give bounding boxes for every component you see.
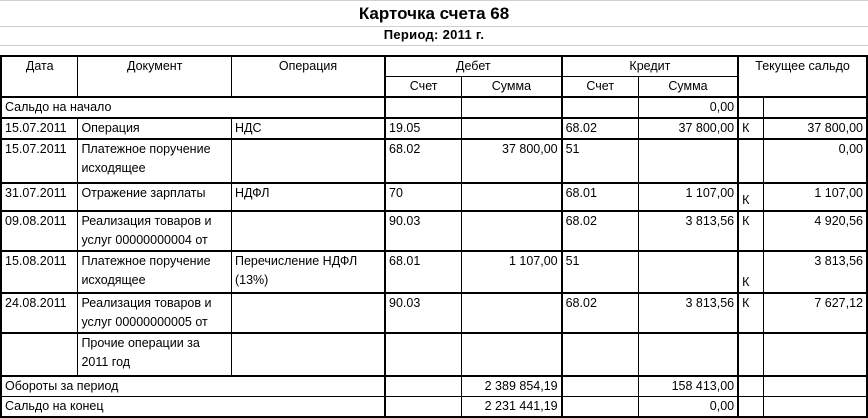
col-header-balance: Текущее сальдо: [738, 56, 867, 97]
cell-debit-account: 68.01: [385, 251, 462, 293]
cell-dk: К: [738, 211, 763, 251]
cell-document: Платежное поручение исходящее: [78, 139, 232, 183]
sheet-gridline: [0, 0, 868, 1]
col-header-debit: Дебет: [385, 56, 562, 77]
cell-credit-account: 68.02: [562, 211, 639, 251]
cell-credit-sum: 1 107,00: [638, 183, 738, 211]
closing-balance-label: Сальдо на конец: [1, 397, 385, 418]
cell-balance: 4 920,56: [763, 211, 867, 251]
col-header-debit-account: Счет: [385, 77, 462, 98]
cell-dk: [738, 139, 763, 183]
cell-date: 15.07.2011: [1, 118, 78, 139]
cell-credit-sum: 3 813,56: [638, 293, 738, 333]
closing-credit-sum: 0,00: [638, 397, 738, 418]
cell-document: Операция: [78, 118, 232, 139]
cell-document: Отражение зарплаты: [78, 183, 232, 211]
cell-balance: 1 107,00: [763, 183, 867, 211]
table-row: [1, 333, 867, 376]
cell-dk: [738, 333, 763, 376]
cell-operation: [231, 139, 385, 183]
cell-credit-account: 68.01: [562, 183, 639, 211]
cell-debit-sum: [462, 293, 562, 333]
cell-date: 15.08.2011: [1, 251, 78, 293]
cell-operation: [231, 293, 385, 333]
report-period: Период: 2011 г.: [383, 27, 485, 42]
cell-debit-sum: [462, 118, 562, 139]
opening-credit-sum: 0,00: [638, 97, 738, 118]
cell-dk: К: [738, 183, 763, 211]
cell-balance: 0,00: [763, 139, 867, 183]
cell-operation: Перечисление НДФЛ (13%): [231, 251, 385, 293]
opening-balance-row: [1, 97, 867, 118]
turnover-credit-sum: 158 413,00: [638, 376, 738, 397]
table-row: [1, 139, 867, 183]
closing-debit-sum: 2 231 441,19: [462, 397, 562, 418]
cell-debit-account: [385, 333, 462, 376]
col-header-document: Документ: [78, 56, 232, 97]
cell-date: 15.07.2011: [1, 139, 78, 183]
cell-credit-account: 68.02: [562, 118, 639, 139]
cell-operation: [231, 333, 385, 376]
cell-document: Реализация товаров и услуг 00000000005 от: [78, 293, 232, 333]
cell-dk: К: [738, 251, 763, 293]
table-row: [1, 118, 867, 139]
table-row: [1, 293, 867, 333]
account-card-table: [0, 55, 868, 418]
cell-balance: 3 813,56: [763, 251, 867, 293]
cell-debit-account: 90.03: [385, 293, 462, 333]
col-header-credit: Кредит: [562, 56, 739, 77]
cell-credit-sum: 3 813,56: [638, 211, 738, 251]
cell-document: Прочие операции за 2011 год: [78, 333, 232, 376]
cell-debit-account: 19.05: [385, 118, 462, 139]
cell-debit-sum: [462, 183, 562, 211]
cell-credit-sum: [638, 333, 738, 376]
cell-debit-sum: 1 107,00: [462, 251, 562, 293]
header-row: [1, 56, 867, 77]
table-row: [1, 183, 867, 211]
cell-date: 24.08.2011: [1, 293, 78, 333]
col-header-date: Дата: [1, 56, 78, 97]
cell-operation: НДС: [231, 118, 385, 139]
turnover-debit-sum: 2 389 854,19: [462, 376, 562, 397]
cell-balance: [763, 333, 867, 376]
cell-debit-account: 70: [385, 183, 462, 211]
cell-credit-sum: [638, 251, 738, 293]
closing-balance-row: [1, 397, 867, 418]
turnover-label: Обороты за период: [1, 376, 385, 397]
cell-debit-account: 68.02: [385, 139, 462, 183]
cell-document: Реализация товаров и услуг 00000000004 от: [78, 211, 232, 251]
table-row: [1, 211, 867, 251]
cell-credit-account: 51: [562, 139, 639, 183]
cell-document: Платежное поручение исходящее: [78, 251, 232, 293]
col-header-credit-account: Счет: [562, 77, 639, 98]
cell-date: [1, 333, 78, 376]
table-row: [1, 251, 867, 293]
cell-dk: К: [738, 293, 763, 333]
cell-operation: [231, 211, 385, 251]
cell-credit-sum: 37 800,00: [638, 118, 738, 139]
cell-credit-account: 68.02: [562, 293, 639, 333]
cell-debit-account: 90.03: [385, 211, 462, 251]
cell-date: 31.07.2011: [1, 183, 78, 211]
turnover-row: [1, 376, 867, 397]
opening-balance-label: Сальдо на начало: [1, 97, 385, 118]
cell-balance: 7 627,12: [763, 293, 867, 333]
cell-balance: 37 800,00: [763, 118, 867, 139]
cell-dk: К: [738, 118, 763, 139]
cell-debit-sum: 37 800,00: [462, 139, 562, 183]
cell-date: 09.08.2011: [1, 211, 78, 251]
sheet-gridline: [0, 26, 868, 27]
cell-debit-sum: [462, 333, 562, 376]
report-title: Карточка счета 68: [358, 4, 510, 23]
sheet-gridline: [0, 45, 868, 46]
cell-debit-sum: [462, 211, 562, 251]
col-header-credit-sum: Сумма: [638, 77, 738, 98]
cell-operation: НДФЛ: [231, 183, 385, 211]
col-header-debit-sum: Сумма: [462, 77, 562, 98]
cell-credit-account: [562, 333, 639, 376]
col-header-operation: Операция: [231, 56, 385, 97]
cell-credit-sum: [638, 139, 738, 183]
cell-credit-account: 51: [562, 251, 639, 293]
